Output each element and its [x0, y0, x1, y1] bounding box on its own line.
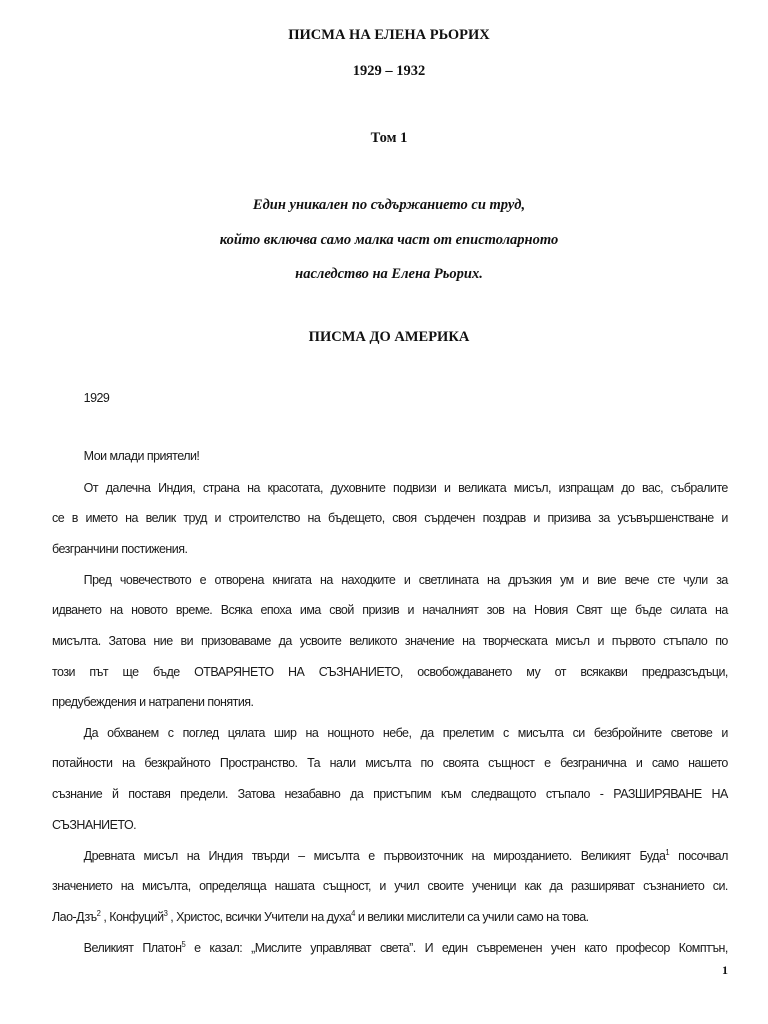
paragraph-4-line: Древната мисъл на Индия твърди – мисълта е първоизточник на мирозданието. Великият Буда$^1$ посочвал — [83, 848, 728, 863]
volume-label: Том 1 — [370, 130, 408, 146]
paragraph-3-line: Да обхванем с поглед цялата шир на нощното небе, да прелетим с мисълта си безбройните светове и — [83, 725, 728, 740]
paragraph-2-line: Пред човечеството е отворена книгата на находките и светлината на дръзкия ум и вие вече сте чули за — [83, 572, 728, 587]
paragraph-5-line: Великият Платон$^5$ е казал: „Мислите управляват света”. И един съвременен учен като професор Комптън, — [83, 940, 728, 955]
paragraph-3-line: потайности на безкрайното Пространство. Та нали мисълта по своята същност е безгранична и само нашето — [52, 755, 728, 770]
subtitle-line-1: Един уникален по съдържанието си труд, — [252, 197, 526, 213]
page-number: 1 — [722, 963, 728, 977]
footnote-ref[interactable]: 2 — [96, 909, 101, 918]
paragraph-4-line: Лао-Дзъ$^2$ , Конфуций$^3$ , Христос, всички Учители на духа$^4$ и велики мислители са учили само на това. — [52, 909, 589, 924]
paragraph-1-line: безгранчини постижения. — [52, 541, 188, 556]
paragraph-2-line: идването на новото време. Всяка епоха има свой призив и началният зов на Новия Свят ще бъде силата на — [52, 602, 728, 617]
footnote-ref[interactable]: 4 — [351, 909, 355, 918]
footnote-ref[interactable]: 5 — [181, 940, 186, 949]
paragraph-2-line: този път ще бъде ОТВАРЯНЕТО НА СЪЗНАНИЕТО, освобождаването му от всякакви предразсъдъци, — [52, 664, 728, 679]
greeting: Мои млади приятели! — [83, 448, 200, 463]
paragraph-3-line: СЪЗНАНИЕТО. — [52, 817, 137, 832]
paragraph-2-line: предубеждения и натрапени понятия. — [52, 694, 254, 709]
document-title: ПИСМА НА ЕЛЕНА РЬОРИХ — [288, 27, 490, 43]
paragraph-3-line: съзнание й поставя предели. Затова незабавно да пристъпим към следващото стъпало - РАЗШИРЯВАНЕ НА — [52, 786, 728, 801]
year-heading: 1929 — [83, 390, 110, 405]
subtitle-line-3: наследство на Елена Рьорих. — [295, 266, 483, 282]
subtitle-line-2: който включва само малка част от епистоларното — [219, 232, 559, 248]
footnote-ref[interactable]: 3 — [163, 909, 168, 918]
paragraph-4-line: значението на мисълта, определяща нашата същност, и учил своите ученици как да разширяват съзнанието си. — [52, 878, 728, 893]
paragraph-1-line: От далечна Индия, страна на красотата, духовните подвизи и великата мисъл, изпращам до вас, събралите — [83, 480, 728, 495]
paragraph-2-line: мисълта. Затова ние ви призоваваме да усвоите великото значение на творческата мисъл и първото стъпало по — [52, 633, 728, 648]
footnote-ref[interactable]: 1 — [665, 848, 670, 857]
section-title: ПИСМА ДО АМЕРИКА — [308, 329, 470, 345]
paragraph-1-line: се в името на велик труд и строителство на бъдещето, своя сърдечен поздрав и призива за усъвършенстване и — [52, 510, 728, 525]
document-years: 1929 – 1932 — [352, 63, 426, 79]
